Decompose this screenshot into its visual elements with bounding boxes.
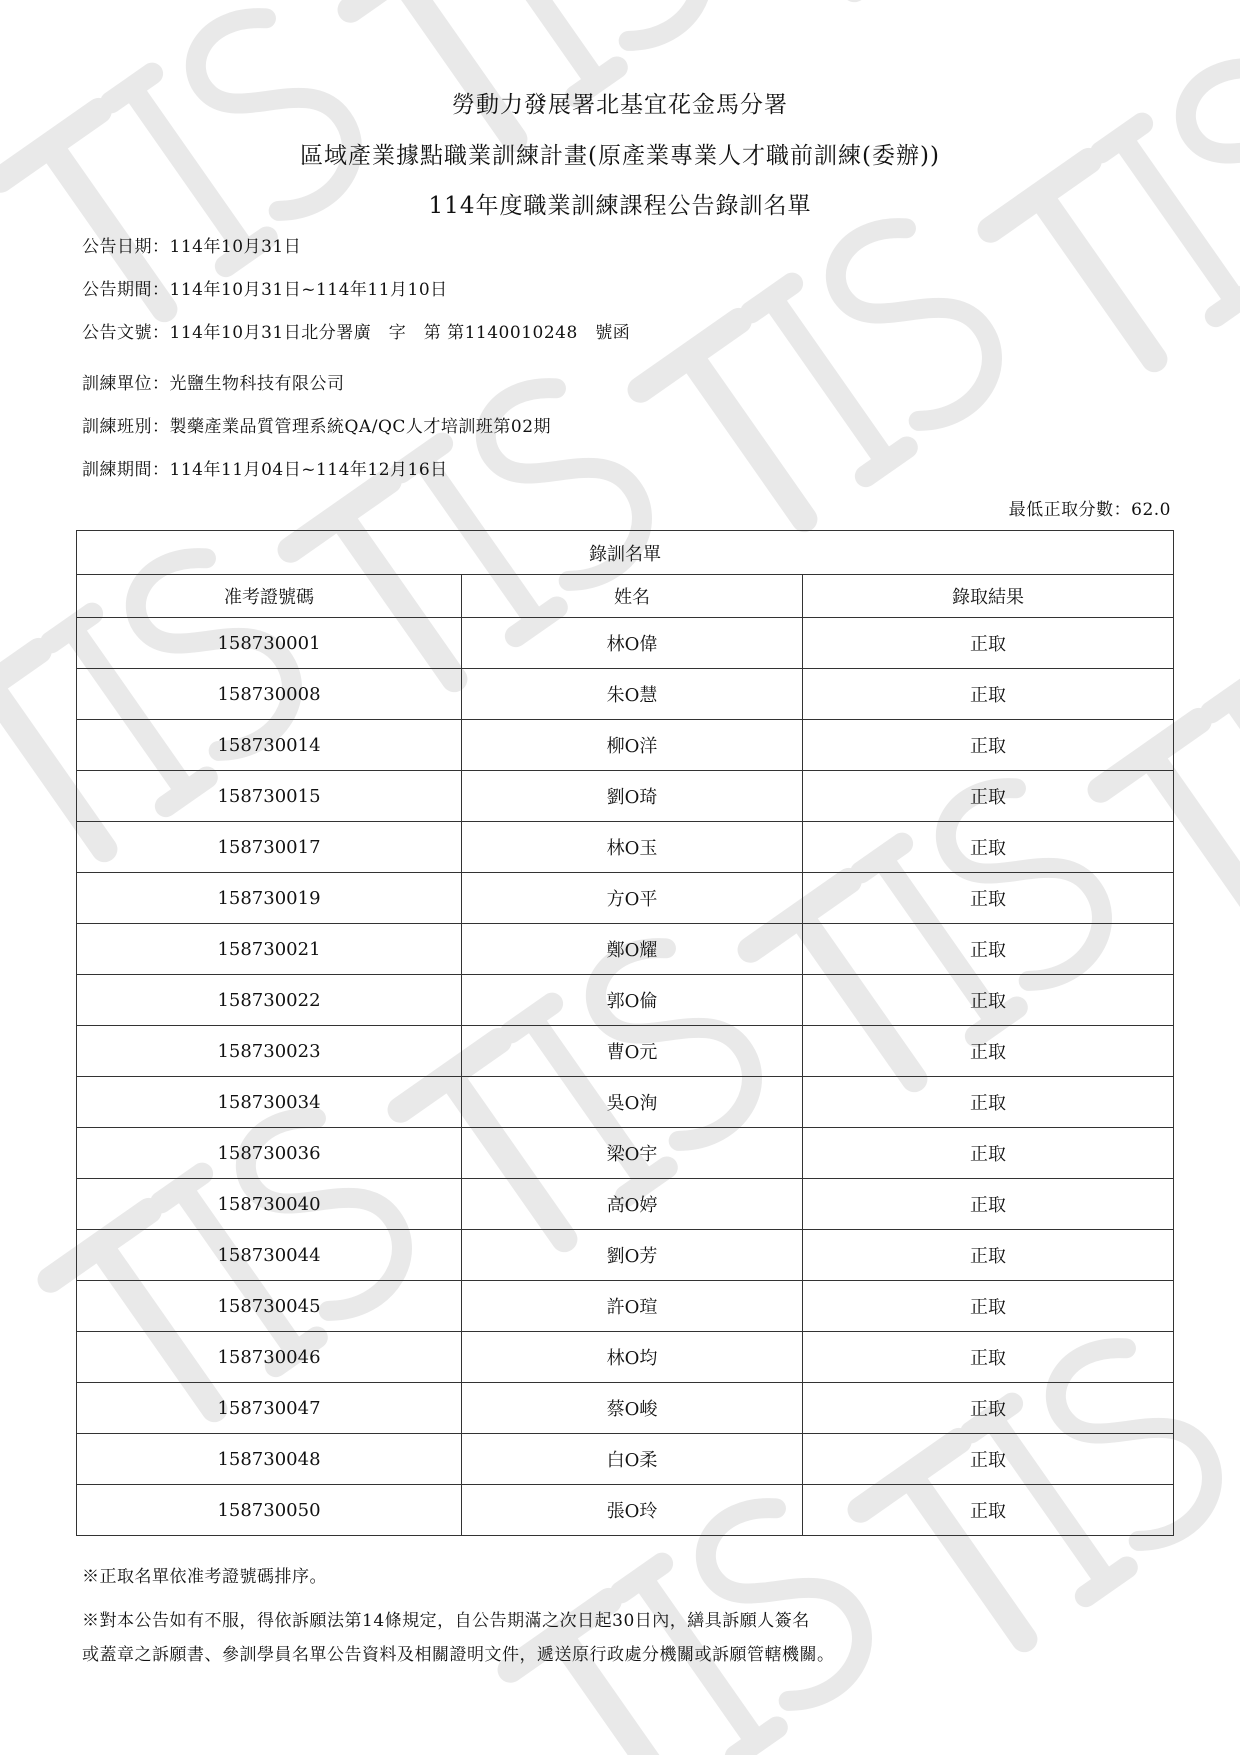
exam-number-cell: 158730034 — [77, 1077, 462, 1128]
watermark-glyph — [813, 210, 1013, 433]
sort-note: ※正取名單依准考證號碼排序。 — [82, 1567, 327, 1587]
result-cell: 正取 — [803, 1434, 1174, 1485]
exam-number-cell: 158730014 — [77, 720, 462, 771]
name-cell: 曹O元 — [462, 1026, 803, 1077]
result-cell: 正取 — [803, 1128, 1174, 1179]
result-cell: 正取 — [803, 1179, 1174, 1230]
admission-table — [76, 530, 1174, 1536]
column-header-name: 姓名 — [462, 575, 803, 618]
table-row — [77, 1332, 1174, 1383]
exam-number-cell: 158730023 — [77, 1026, 462, 1077]
table-row — [77, 669, 1174, 720]
watermark-glyph — [641, 321, 854, 554]
table-row — [77, 924, 1174, 975]
table-row — [77, 1128, 1174, 1179]
name-cell: 林O玉 — [462, 822, 803, 873]
name-cell: 劉O芳 — [462, 1230, 803, 1281]
exam-number-cell: 158730036 — [77, 1128, 462, 1179]
name-cell: 梁O宇 — [462, 1128, 803, 1179]
table-row — [77, 1230, 1174, 1281]
name-cell: 蔡O峻 — [462, 1383, 803, 1434]
table-row — [77, 1281, 1174, 1332]
table-row — [77, 1485, 1174, 1536]
table-row — [77, 975, 1174, 1026]
exam-number-cell: 158730050 — [77, 1485, 462, 1536]
name-cell: 林O均 — [462, 1332, 803, 1383]
name-cell: 張O玲 — [462, 1485, 803, 1536]
result-cell: 正取 — [803, 1230, 1174, 1281]
training-period: 訓練期間：114年11月04日~114年12月16日 — [82, 460, 448, 480]
result-cell: 正取 — [803, 771, 1174, 822]
training-class: 訓練班別：製藥產業品質管理系統QA/QC人才培訓班第02期 — [82, 417, 552, 437]
table-row — [77, 873, 1174, 924]
name-cell: 朱O慧 — [462, 669, 803, 720]
result-cell: 正取 — [803, 975, 1174, 1026]
name-cell: 白O柔 — [462, 1434, 803, 1485]
result-cell: 正取 — [803, 1026, 1174, 1077]
column-header-result: 錄取結果 — [803, 575, 1174, 618]
result-cell: 正取 — [803, 1281, 1174, 1332]
exam-number-cell: 158730045 — [77, 1281, 462, 1332]
name-cell: 林O偉 — [462, 618, 803, 669]
name-cell: 劉O琦 — [462, 771, 803, 822]
table-row — [77, 1026, 1174, 1077]
document-number: 公告文號：114年10月31日北分署廣 字 第 第1140010248 號函 — [82, 323, 631, 343]
exam-number-cell: 158730022 — [77, 975, 462, 1026]
table-row — [77, 1383, 1174, 1434]
exam-number-cell: 158730048 — [77, 1434, 462, 1485]
announce-date: 公告日期：114年10月31日 — [82, 237, 302, 257]
watermark-glyph — [751, 284, 907, 477]
exam-number-cell: 158730047 — [77, 1383, 462, 1434]
name-cell: 郭O倫 — [462, 975, 803, 1026]
result-cell: 正取 — [803, 720, 1174, 771]
result-cell: 正取 — [803, 873, 1174, 924]
result-cell: 正取 — [803, 1383, 1174, 1434]
name-cell: 吳O洵 — [462, 1077, 803, 1128]
announce-period: 公告期間：114年10月31日~114年11月10日 — [82, 280, 448, 300]
exam-number-cell: 158730040 — [77, 1179, 462, 1230]
result-cell: 正取 — [803, 1077, 1174, 1128]
name-cell: 高O婷 — [462, 1179, 803, 1230]
exam-number-cell: 158730019 — [77, 873, 462, 924]
exam-number-cell: 158730046 — [77, 1332, 462, 1383]
exam-number-cell: 158730001 — [77, 618, 462, 669]
watermark-glyph — [691, 0, 904, 24]
watermark-glyph — [523, 0, 723, 53]
exam-number-cell: 158730021 — [77, 924, 462, 975]
watermark-tile — [641, 209, 1014, 554]
name-cell: 鄭O耀 — [462, 924, 803, 975]
table-row — [77, 1077, 1174, 1128]
name-cell: 許O瑄 — [462, 1281, 803, 1332]
exam-number-cell: 158730008 — [77, 669, 462, 720]
exam-number-cell: 158730015 — [77, 771, 462, 822]
table-row — [77, 771, 1174, 822]
notice-title: 114年度職業訓練課程公告錄訓名單 — [428, 193, 812, 219]
training-unit: 訓練單位：光鹽生物科技有限公司 — [82, 374, 345, 394]
table-row — [77, 1434, 1174, 1485]
column-header-exam-number: 准考證號碼 — [77, 575, 462, 618]
exam-number-cell: 158730044 — [77, 1230, 462, 1281]
result-cell: 正取 — [803, 1332, 1174, 1383]
watermark-tile — [691, 0, 1064, 24]
table-row — [77, 822, 1174, 873]
table-caption: 錄訓名單 — [77, 531, 1174, 575]
min-admission-score: 最低正取分數：62.0 — [1008, 500, 1171, 520]
appeal-note-line1: ※對本公告如有不服，得依訴願法第14條規定，自公告期滿之次日起30日內，繕具訴願人簽名 — [82, 1611, 810, 1631]
appeal-note-line2: 或蓋章之訴願書、參訓學員名單公告資料及相關證明文件，遞送原行政處分機關或訴願管轄機關。 — [82, 1645, 835, 1665]
result-cell: 正取 — [803, 618, 1174, 669]
exam-number-cell: 158730017 — [77, 822, 462, 873]
result-cell: 正取 — [803, 924, 1174, 975]
watermark-glyph — [461, 0, 617, 96]
result-cell: 正取 — [803, 822, 1174, 873]
program-title: 區域產業據點職業訓練計畫(原產業專業人才職前訓練(委辦)) — [300, 143, 940, 169]
table-row — [77, 618, 1174, 669]
result-cell: 正取 — [803, 669, 1174, 720]
table-row — [77, 720, 1174, 771]
name-cell: 方O平 — [462, 873, 803, 924]
watermark-glyph — [1211, 684, 1240, 877]
name-cell: 柳O洋 — [462, 720, 803, 771]
table-row — [77, 1179, 1174, 1230]
agency-title: 勞動力發展署北基宜花金馬分署 — [452, 92, 788, 118]
result-cell: 正取 — [803, 1485, 1174, 1536]
